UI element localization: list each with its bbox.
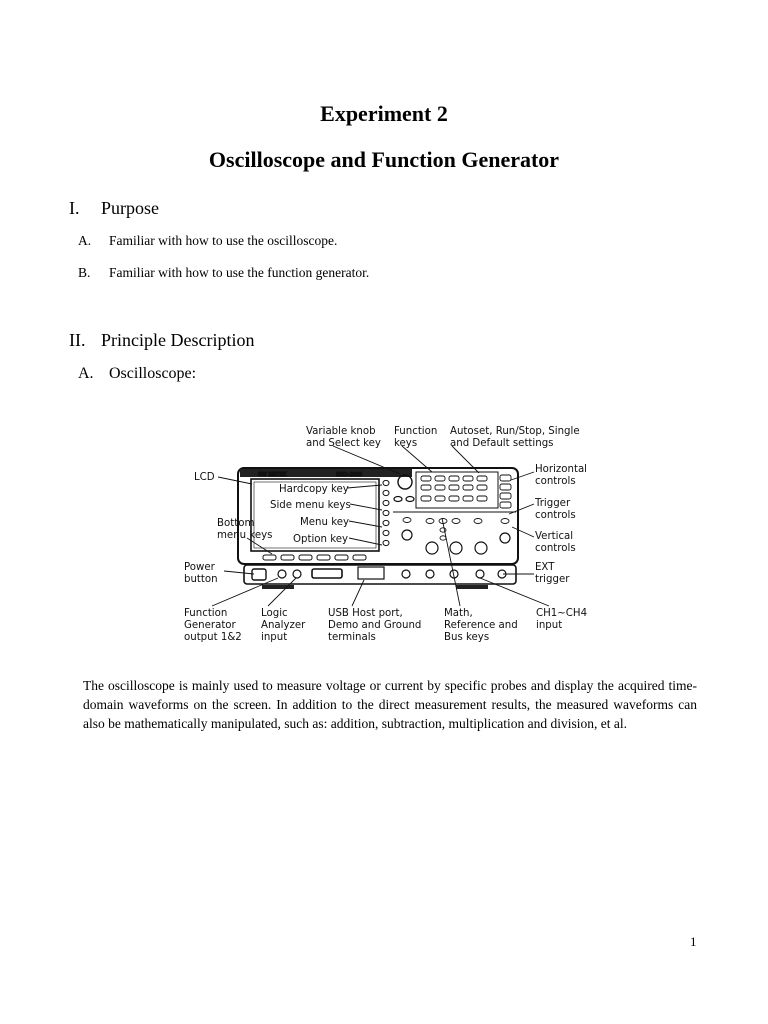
callout-variable-knob-line1: Variable knob — [306, 426, 376, 437]
callout-option-key: Option key — [293, 534, 349, 545]
document-title: Experiment 2 — [320, 101, 448, 126]
callout-power-line2: button — [184, 574, 218, 585]
callout-menu-key: Menu key — [300, 517, 350, 528]
callout-usb-host-line2: Demo and Ground — [328, 620, 422, 631]
callout-power-line1: Power — [184, 562, 215, 573]
callout-vertical-line1: Vertical — [535, 531, 574, 542]
section-number: I. — [69, 198, 80, 218]
callout-ext-trigger-line1: EXT — [535, 562, 555, 573]
callout-autoset-line2: and Default settings — [450, 438, 554, 449]
callout-horizontal-line1: Horizontal — [535, 464, 588, 475]
callout-logic-analyzer-line2: Analyzer — [261, 620, 306, 631]
callout-lcd: LCD — [194, 472, 215, 483]
callout-function-keys-line1: Function — [394, 426, 438, 437]
callout-logic-analyzer-line1: Logic — [261, 608, 288, 619]
callout-trigger-line2: controls — [535, 510, 576, 521]
callout-bottom-menu-line1: Bottom — [217, 518, 255, 529]
page-number: 1 — [690, 934, 697, 949]
callout-autoset-line1: Autoset, Run/Stop, Single — [450, 426, 580, 437]
callout-bottom-menu-line2: menu keys — [217, 530, 273, 541]
callout-vertical-line2: controls — [535, 543, 576, 554]
callout-function-generator-line1: Function — [184, 608, 228, 619]
section-title: Principle Description — [101, 330, 255, 350]
section-title: Purpose — [101, 198, 159, 218]
document-subtitle: Oscilloscope and Function Generator — [208, 147, 560, 172]
callout-usb-host-line1: USB Host port, — [328, 608, 403, 619]
list-item-label: B. — [78, 265, 91, 280]
callout-ch-input-line1: CH1~CH4 — [536, 608, 588, 619]
callout-logic-analyzer-line3: input — [261, 632, 288, 643]
list-item-label: A. — [78, 233, 92, 248]
subsection-text: Oscilloscope: — [109, 365, 197, 382]
list-item-text: Familiar with how to use the function generator. — [109, 265, 370, 280]
body-paragraph: The oscilloscope is mainly used to measure voltage or current by specific probes and display the acquired time-domain waveforms on the screen. In addition to the direct measurement results, the measured waveforms can also be mathematically manipulated, such as: addition, subtraction, multiplication and division, et al. — [83, 678, 697, 731]
callout-function-generator-line3: output 1&2 — [184, 632, 242, 643]
callout-labels — [184, 426, 587, 643]
svg-text:MSO-2000: MSO-2000 — [336, 472, 363, 478]
list-item-text: Familiar with how to use the oscilloscope. — [109, 233, 338, 248]
callout-ext-trigger-line2: trigger — [535, 574, 570, 585]
subsection-label: A. — [78, 365, 94, 382]
callout-ch-input-line2: input — [536, 620, 563, 631]
callout-math-line3: Bus keys — [444, 632, 490, 643]
callout-horizontal-line2: controls — [535, 476, 576, 487]
section-number: II. — [69, 330, 86, 350]
callout-side-menu-keys: Side menu keys — [270, 500, 351, 511]
callout-math-line2: Reference and — [444, 620, 518, 631]
svg-text:GW INSTEK: GW INSTEK — [258, 472, 287, 478]
callout-hardcopy-key: Hardcopy key — [279, 484, 349, 495]
callout-function-generator-line2: Generator — [184, 620, 236, 631]
callout-variable-knob-line2: and Select key — [306, 438, 381, 449]
callout-function-keys-line2: keys — [394, 438, 418, 449]
callout-math-line1: Math, — [444, 608, 473, 619]
callout-usb-host-line3: terminals — [328, 632, 376, 643]
callout-trigger-line1: Trigger — [535, 498, 571, 509]
